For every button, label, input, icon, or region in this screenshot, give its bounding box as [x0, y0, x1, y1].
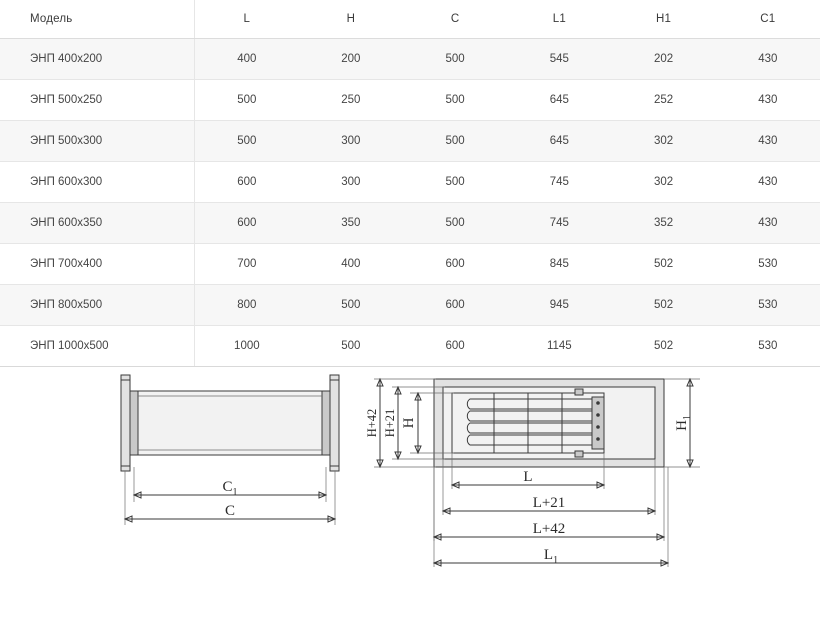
cell-model: ЭНП 500х300 — [0, 121, 194, 162]
table-row — [0, 80, 820, 121]
cell-l1: 845 — [507, 244, 611, 285]
cell-h1: 252 — [611, 80, 715, 121]
cell-l1: 745 — [507, 203, 611, 244]
dim-label-c: C — [224, 503, 236, 519]
cell-c1: 430 — [716, 203, 820, 244]
column-header-l1: L1 — [507, 0, 611, 39]
table-row — [0, 39, 820, 80]
cell-c: 500 — [403, 121, 507, 162]
column-header-h: H — [299, 0, 403, 39]
cell-model: ЭНП 500х250 — [0, 80, 194, 121]
column-header-c1: C1 — [716, 0, 820, 39]
cell-model: ЭНП 800х500 — [0, 285, 194, 326]
cell-h: 300 — [299, 162, 403, 203]
cell-l1: 645 — [507, 80, 611, 121]
dim-label-h-plus-42: H+42 — [365, 408, 379, 438]
cell-c1: 430 — [716, 80, 820, 121]
cell-l1: 745 — [507, 162, 611, 203]
cell-model: ЭНП 700х400 — [0, 244, 194, 285]
cell-c1: 430 — [716, 39, 820, 80]
cell-c: 600 — [403, 244, 507, 285]
cell-c1: 430 — [716, 162, 820, 203]
table-row — [0, 121, 820, 162]
table-body — [0, 39, 820, 367]
cell-c: 600 — [403, 285, 507, 326]
dim-label-h: H — [401, 417, 417, 429]
front-view-drawing — [365, 379, 700, 567]
cell-c1: 430 — [716, 121, 820, 162]
column-header-l: L — [194, 0, 298, 39]
dim-label-c1: $C_1$ — [222, 479, 238, 498]
cell-c1: 530 — [716, 285, 820, 326]
cell-l: 400 — [194, 39, 298, 80]
cell-h1: 502 — [611, 326, 715, 367]
technical-drawings — [0, 367, 820, 617]
cell-h1: 202 — [611, 39, 715, 80]
cell-c1: 530 — [716, 326, 820, 367]
cell-l: 600 — [194, 162, 298, 203]
cell-c: 600 — [403, 326, 507, 367]
cell-l1: 945 — [507, 285, 611, 326]
column-header-c: C — [403, 0, 507, 39]
cell-c: 500 — [403, 39, 507, 80]
dim-label-h-plus-21: H+21 — [383, 408, 397, 438]
cell-h1: 302 — [611, 121, 715, 162]
dim-label-h1: $H_1$ — [674, 415, 693, 431]
cell-h1: 302 — [611, 162, 715, 203]
cell-h1: 502 — [611, 244, 715, 285]
cell-model: ЭНП 600х300 — [0, 162, 194, 203]
dim-label-l-plus-42: L+42 — [532, 521, 566, 537]
cell-l1: 645 — [507, 121, 611, 162]
cell-h: 500 — [299, 326, 403, 367]
cell-c: 500 — [403, 203, 507, 244]
cell-h1: 502 — [611, 285, 715, 326]
cell-l: 600 — [194, 203, 298, 244]
table-header — [0, 0, 820, 39]
dim-label-l1: $L_1$ — [543, 547, 559, 566]
cell-l: 700 — [194, 244, 298, 285]
cell-h1: 352 — [611, 203, 715, 244]
cell-h: 200 — [299, 39, 403, 80]
cell-l: 500 — [194, 121, 298, 162]
table-row — [0, 326, 820, 367]
cell-h: 350 — [299, 203, 403, 244]
cell-h: 300 — [299, 121, 403, 162]
cell-c: 500 — [403, 162, 507, 203]
cell-model: ЭНП 1000х500 — [0, 326, 194, 367]
dim-label-l-plus-21: L+21 — [532, 495, 566, 511]
dim-label-l: L — [523, 469, 533, 485]
side-view-drawing — [121, 375, 339, 525]
cell-h: 250 — [299, 80, 403, 121]
column-header-model: Модель — [0, 0, 194, 39]
table-header-row — [0, 0, 820, 39]
cell-l: 500 — [194, 80, 298, 121]
column-header-h1: H1 — [611, 0, 715, 39]
table-row — [0, 203, 820, 244]
table-row — [0, 285, 820, 326]
cell-l1: 1145 — [507, 326, 611, 367]
cell-model: ЭНП 400х200 — [0, 39, 194, 80]
table-row — [0, 162, 820, 203]
cell-h: 500 — [299, 285, 403, 326]
cell-c1: 530 — [716, 244, 820, 285]
cell-h: 400 — [299, 244, 403, 285]
table-row — [0, 244, 820, 285]
cell-l1: 545 — [507, 39, 611, 80]
cell-l: 800 — [194, 285, 298, 326]
cell-c: 500 — [403, 80, 507, 121]
cell-model: ЭНП 600х350 — [0, 203, 194, 244]
cell-l: 1000 — [194, 326, 298, 367]
